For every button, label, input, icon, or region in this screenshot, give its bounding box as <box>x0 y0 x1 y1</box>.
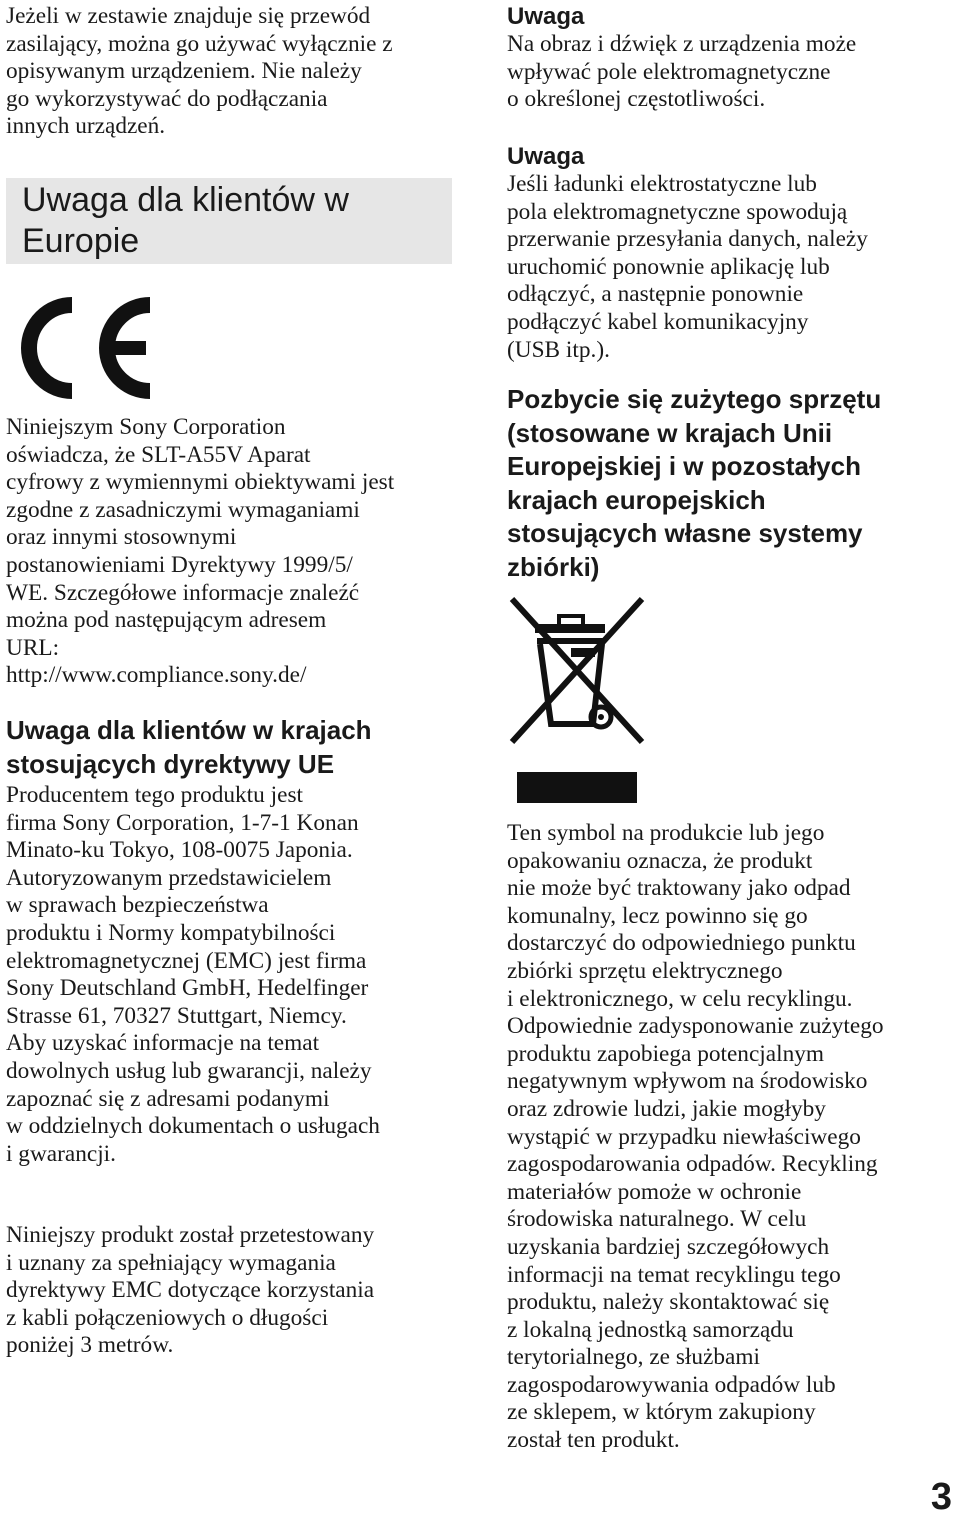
emc-test-text <box>6 1222 468 1360</box>
text-line: stosujących dyrektywy UE <box>6 748 335 779</box>
eu-notice-text <box>6 782 468 1168</box>
text-line: z lokalną jednostką samorządu <box>507 1316 794 1343</box>
text-line: Jeżeli w zestawie znajduje się przewód <box>6 3 371 29</box>
text-line: Pozbycie się zużytego sprzętu <box>507 384 882 414</box>
text-line: postanowieniami Dyrektywy 1999/5/ <box>6 551 353 578</box>
text-line: w oddzielnych dokumentach o usługach <box>6 1113 380 1140</box>
text-line: oraz innymi stosownymi <box>6 524 237 551</box>
text-line: został ten produkt. <box>507 1427 680 1454</box>
text-line: (stosowane w krajach Unii <box>507 417 833 448</box>
text-line: URL: <box>6 634 60 661</box>
text-line: środowiska naturalnego. W celu <box>507 1206 807 1233</box>
text-line: poniżej 3 metrów. <box>6 1332 174 1359</box>
text-line: o określonej częstotliwości. <box>507 86 766 113</box>
text-line: pola elektromagnetyczne spowodują <box>507 198 848 225</box>
text-line: i elektronicznego, w celu recyklingu. <box>507 985 853 1012</box>
text-line: stosujących własne systemy <box>507 518 863 548</box>
text-line: dowolnych usług lub gwarancji, należy <box>6 1057 372 1084</box>
text-line: dyrektywy EMC dotyczące korzystania <box>6 1277 375 1304</box>
text-line: uruchomić ponownie aplikację lub <box>507 253 830 280</box>
text-line: wystąpić w przypadku niewłaściwego <box>507 1123 861 1150</box>
text-line: podłączyć kabel komunikacyjny <box>507 308 809 335</box>
eu-notice-heading <box>6 714 468 781</box>
text-line: Niniejszy produkt został przetestowany <box>6 1222 375 1248</box>
text-line: przerwanie przesyłania danych, należy <box>507 226 868 253</box>
text-line: Niniejszym Sony Corporation <box>6 414 286 440</box>
text-line: opakowaniu oznacza, że produkt <box>507 847 813 874</box>
text-line: można pod następującym adresem <box>6 607 327 634</box>
notice-interference <box>507 3 955 114</box>
text-line: firma Sony Corporation, 1-7-1 Konan <box>6 809 359 836</box>
text-line: i uznany za spełniający wymagania <box>6 1249 336 1276</box>
text-line: produktu i Normy kompatybilności <box>6 919 336 946</box>
text-line: ze sklepem, w którym zakupiony <box>507 1399 816 1426</box>
page-number: 3 <box>930 1476 952 1518</box>
text-line: Odpowiednie zadysponowanie zużytego <box>507 1013 884 1040</box>
text-line: Aby uzyskać informacje na temat <box>6 1030 320 1057</box>
text-line: zagospodarowania odpadów. Recykling <box>507 1151 878 1178</box>
europe-notice-banner <box>6 178 452 264</box>
text-line: cyfrowy z wymiennymi obiektywami jest <box>6 469 395 496</box>
disposal-body-block <box>507 820 955 1455</box>
text-line: opisywanym urządzeniem. Nie należy <box>6 58 362 85</box>
text-line: nie może być traktowany jako odpad <box>507 875 851 902</box>
text-line: WE. Szczegółowe informacje znaleźć <box>6 579 360 606</box>
disposal-text <box>507 820 955 1455</box>
text-line: i gwarancji. <box>6 1140 116 1167</box>
text-line: odłączyć, a następnie ponownie <box>507 281 804 308</box>
text-line: zgodne z zasadniczymi wymaganiami <box>6 496 360 523</box>
text-line: Europejskiej i w pozostałych <box>507 451 861 481</box>
power-cord-note <box>6 3 466 141</box>
text-line: Minato-ku Tokyo, 108-0075 Japonia. <box>6 837 353 864</box>
text-line: zagospodarowywania odpadów lub <box>507 1371 836 1398</box>
notice-text <box>507 171 955 364</box>
text-line: w sprawach bezpieczeństwa <box>6 892 269 919</box>
text-line: zapoznać się z adresami podanymi <box>6 1085 330 1112</box>
text-line: zbiórki) <box>507 551 600 582</box>
crossed-out-wheeled-bin-icon <box>507 596 647 811</box>
text-line: terytorialnego, ze służbami <box>507 1344 760 1371</box>
text-line: Europie <box>22 222 140 260</box>
notice-heading: Uwaga <box>507 143 585 170</box>
weee-svg <box>507 596 647 806</box>
text-line: Sony Deutschland GmbH, Hedelfinger <box>6 975 369 1002</box>
notice-text <box>507 31 955 114</box>
text-line: Strasse 61, 70327 Stuttgart, Niemcy. <box>6 1002 347 1029</box>
disposal-heading <box>507 383 955 584</box>
notice-heading: Uwaga <box>507 3 585 30</box>
text-line: Autoryzowanym przedstawicielem <box>6 864 332 891</box>
text-line: Uwaga dla klientów w krajach <box>6 715 372 745</box>
text-line: zbiórki sprzętu elektrycznego <box>507 957 783 984</box>
text-line: http://www.compliance.sony.de/ <box>6 662 307 689</box>
text-line: krajach europejskich <box>507 484 766 515</box>
text-line: wpływać pole elektromagnetyczne <box>507 58 831 85</box>
text-line: Jeśli ładunki elektrostatyczne lub <box>507 171 817 197</box>
text-line: dostarczyć do odpowiedniego punktu <box>507 930 856 957</box>
text-line: informacji na temat recyklingu tego <box>507 1261 841 1288</box>
text-line: oraz zdrowie ludzi, jakie mogłyby <box>507 1095 826 1122</box>
text-line: negatywnym wpływom na środowisko <box>507 1068 868 1095</box>
text-line: produktu zapobiega potencjalnym <box>507 1040 824 1067</box>
text-line: go wykorzystywać do podłączania <box>6 85 328 112</box>
emc-test-block <box>6 1222 468 1360</box>
text-line: Na obraz i dźwięk z urządzenia może <box>507 31 857 57</box>
declaration-text <box>6 414 468 690</box>
text-line: innych urządzeń. <box>6 113 166 140</box>
text-line: Ten symbol na produkcie lub jego <box>507 820 825 846</box>
eu-notice-block <box>6 714 468 1168</box>
text-line: (USB itp.). <box>507 336 610 363</box>
ce-mark-svg <box>12 296 158 400</box>
text-line: materiałów pomoże w ochronie <box>507 1178 802 1205</box>
text-line: Producentem tego produktu jest <box>6 782 303 808</box>
text-line: z kabli połączeniowych o długości <box>6 1304 329 1331</box>
declaration-block <box>6 414 468 690</box>
disposal-heading-block <box>507 383 955 584</box>
text-line: produktu, należy skontaktować się <box>507 1289 830 1316</box>
text-line: Uwaga dla klientów w <box>22 181 349 219</box>
text-line: oświadcza, że SLT-A55V Aparat <box>6 441 311 468</box>
text-line: zasilający, można go używać wyłącznie z <box>6 30 393 57</box>
text-line: elektromagnetycznej (EMC) jest firma <box>6 947 367 974</box>
text-line: komunalny, lecz powinno się go <box>507 902 808 929</box>
europe-notice-title <box>22 180 436 262</box>
text-line: uzyskania bardziej szczegółowych <box>507 1233 830 1260</box>
ce-mark-icon <box>12 296 158 405</box>
notice-electrostatic <box>507 143 955 364</box>
